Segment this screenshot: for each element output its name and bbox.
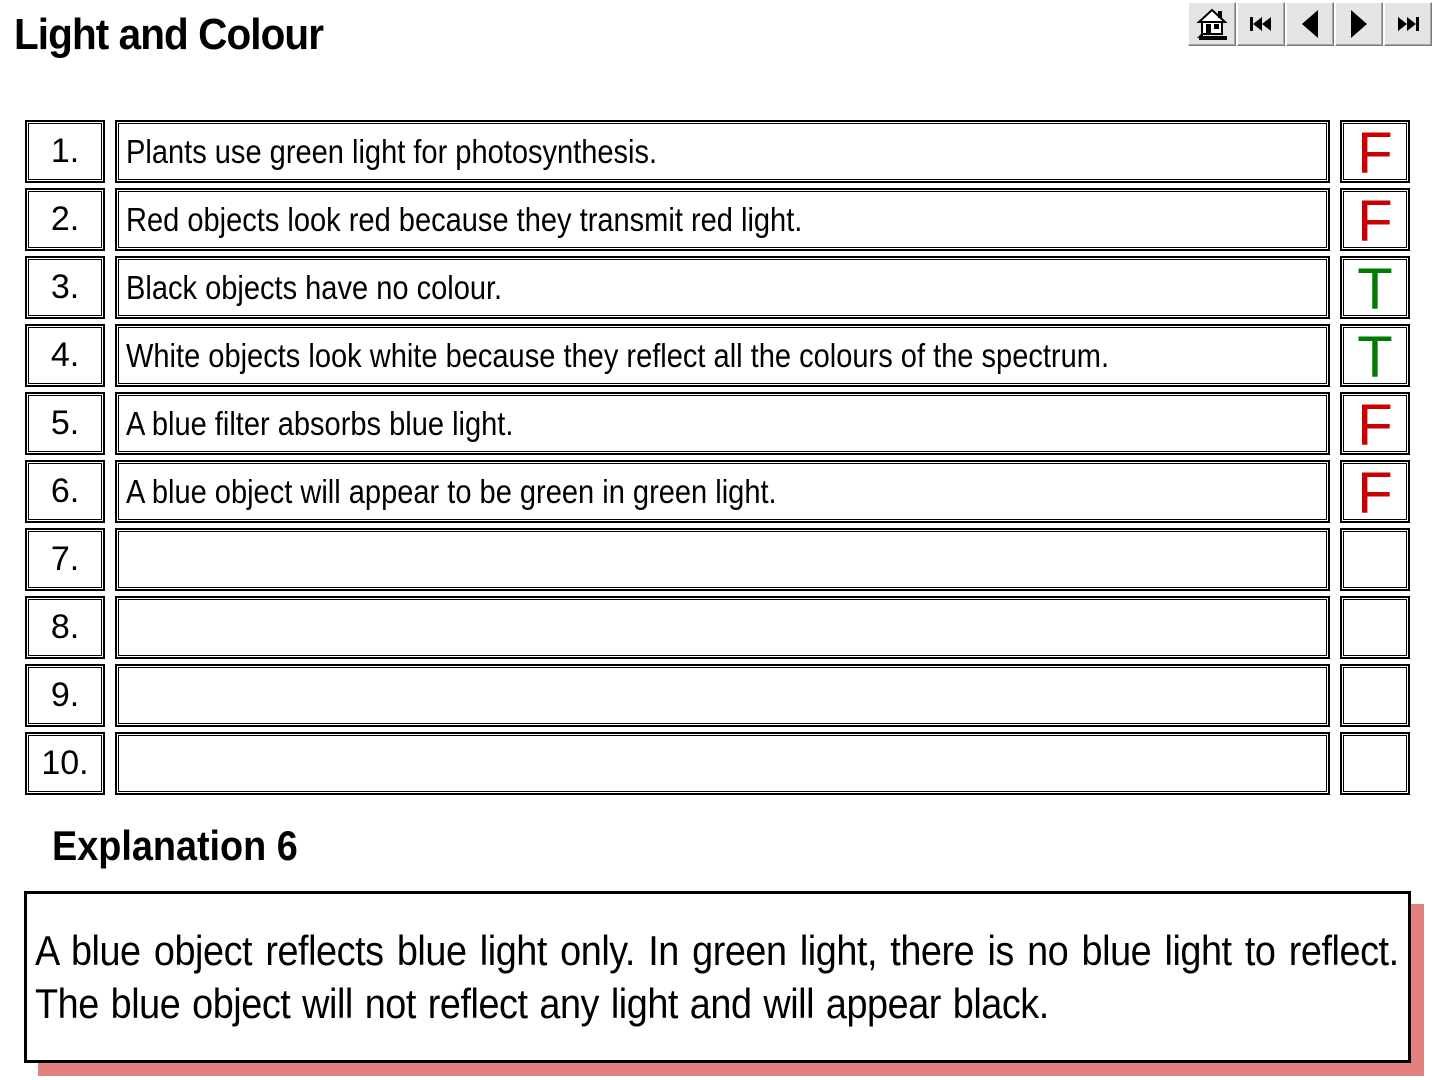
- row-number: 3.: [25, 256, 105, 319]
- previous-page-button[interactable]: [1286, 2, 1334, 46]
- statement-field[interactable]: [115, 596, 1330, 659]
- answer-box[interactable]: F: [1340, 392, 1410, 455]
- statement-text: Plants use green light for photosynthesis.: [126, 132, 658, 170]
- explanation-text: A blue object reflects blue light only. In green light, there is no blue light to reflect. The blue object will not reflect any light and will appear black.: [35, 927, 1399, 1027]
- row-number: 4.: [25, 324, 105, 387]
- answer-box[interactable]: [1340, 732, 1410, 795]
- statement-field[interactable]: [115, 664, 1330, 727]
- row-number: 5.: [25, 392, 105, 455]
- statement-field[interactable]: [115, 120, 1330, 183]
- row-number: 8.: [25, 596, 105, 659]
- answer-box[interactable]: [1340, 528, 1410, 591]
- row-number: 9.: [25, 664, 105, 727]
- explanation-box: [24, 891, 1411, 1063]
- row-number: 6.: [25, 460, 105, 523]
- statement-text: White objects look white because they reflect all the colours of the spectrum.: [126, 336, 1110, 374]
- previous-icon: [1298, 8, 1322, 40]
- statement-field[interactable]: [115, 460, 1330, 523]
- statement-text: A blue filter absorbs blue light.: [126, 404, 514, 442]
- answer-box[interactable]: T: [1340, 324, 1410, 387]
- home-icon: [1193, 6, 1231, 42]
- statement-field[interactable]: [115, 188, 1330, 251]
- row-number: 2.: [25, 188, 105, 251]
- answer-box[interactable]: F: [1340, 120, 1410, 183]
- row-number: 10.: [25, 732, 105, 795]
- next-page-button[interactable]: [1335, 2, 1383, 46]
- skip-first-icon: [1248, 14, 1274, 34]
- skip-last-icon: [1395, 14, 1421, 34]
- statement-text: Red objects look red because they transmit red light.: [126, 200, 803, 238]
- last-page-button[interactable]: [1384, 2, 1432, 46]
- home-button[interactable]: [1188, 2, 1236, 46]
- row-number: 1.: [25, 120, 105, 183]
- page-title: Light and Colour: [14, 10, 324, 59]
- statement-text: Black objects have no colour.: [126, 268, 503, 306]
- first-page-button[interactable]: [1237, 2, 1285, 46]
- statement-field[interactable]: [115, 324, 1330, 387]
- answer-box[interactable]: [1340, 664, 1410, 727]
- answer-box[interactable]: F: [1340, 460, 1410, 523]
- answer-box[interactable]: T: [1340, 256, 1410, 319]
- row-number: 7.: [25, 528, 105, 591]
- statement-text: A blue object will appear to be green in green light.: [126, 472, 777, 510]
- next-icon: [1347, 8, 1371, 40]
- statement-field[interactable]: [115, 256, 1330, 319]
- explanation-heading: Explanation 6: [52, 822, 298, 869]
- statement-field[interactable]: [115, 732, 1330, 795]
- answer-box[interactable]: [1340, 596, 1410, 659]
- answer-box[interactable]: F: [1340, 188, 1410, 251]
- navigation-bar: [1188, 2, 1434, 48]
- statement-field[interactable]: [115, 528, 1330, 591]
- statement-field[interactable]: [115, 392, 1330, 455]
